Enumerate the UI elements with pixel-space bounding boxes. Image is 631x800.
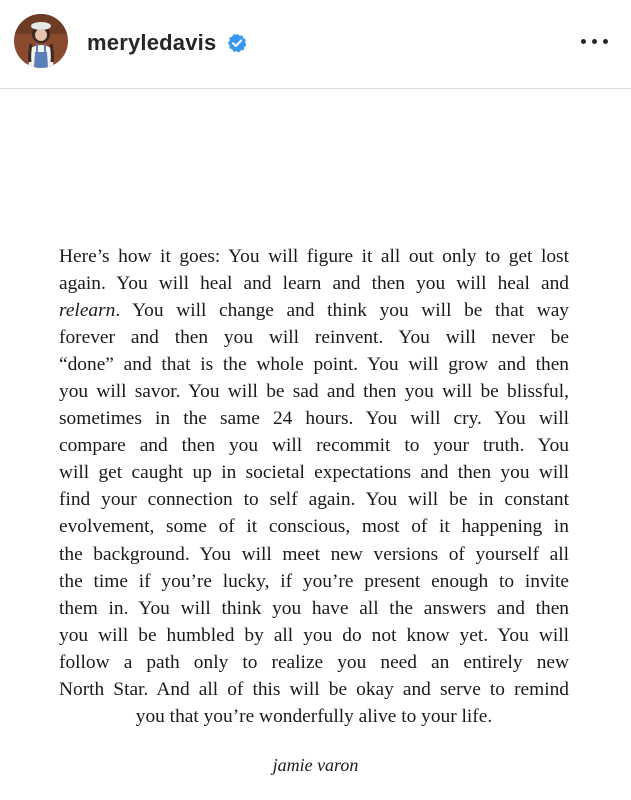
quote-line: you will be humbled by all you do not know yet. You will (59, 624, 569, 646)
quote-line: compare and then you will recommit to your truth. You (59, 435, 569, 457)
quote-line: evolvement, some of it conscious, most of it happening in (59, 516, 569, 538)
quote-line: relearn. You will change and think you will be that way (59, 300, 569, 322)
italic-word: relearn (59, 300, 116, 322)
quote-line: Here’s how it goes: You will figure it all out only to get lost (59, 246, 569, 267)
avatar-image (14, 14, 68, 68)
post-image (0, 90, 631, 800)
quote-line: North Star. And all of this will be okay and serve to remind (59, 678, 569, 700)
quote-line: follow a path only to realize you need an entirely new (59, 651, 569, 673)
quote-line: find your connection to self again. You will be in constant (59, 489, 569, 511)
quote-text (59, 243, 569, 730)
quote-line: you will savor. You will be sad and then you will be blissful, (59, 381, 569, 403)
quote-line: you that you’re wonderfully alive to your life. (135, 705, 493, 727)
quote-line: sometimes in the same 24 hours. You will cry. You will (59, 408, 569, 430)
avatar[interactable] (14, 14, 68, 68)
quote-line: will get caught up in societal expectations and then you will (59, 462, 569, 484)
post-header (0, 0, 631, 89)
ellipsis-icon[interactable] (580, 30, 610, 52)
quote-line: them in. You will think you have all the answers and then (59, 597, 569, 619)
quote-line: forever and then you will reinvent. You will never be (59, 327, 569, 349)
quote-line: “done” and that is the whole point. You will grow and then (59, 354, 569, 376)
quote-line: the background. You will meet new versions of yourself all (59, 543, 569, 565)
verified-badge-icon (227, 33, 247, 53)
quote-author: jamie varon (272, 755, 359, 775)
quote-line: the time if you’re lucky, if you’re present enough to invite (59, 570, 569, 592)
quote-line: again. You will heal and learn and then you will heal and (59, 273, 569, 295)
username[interactable]: meryledavis (87, 30, 217, 55)
